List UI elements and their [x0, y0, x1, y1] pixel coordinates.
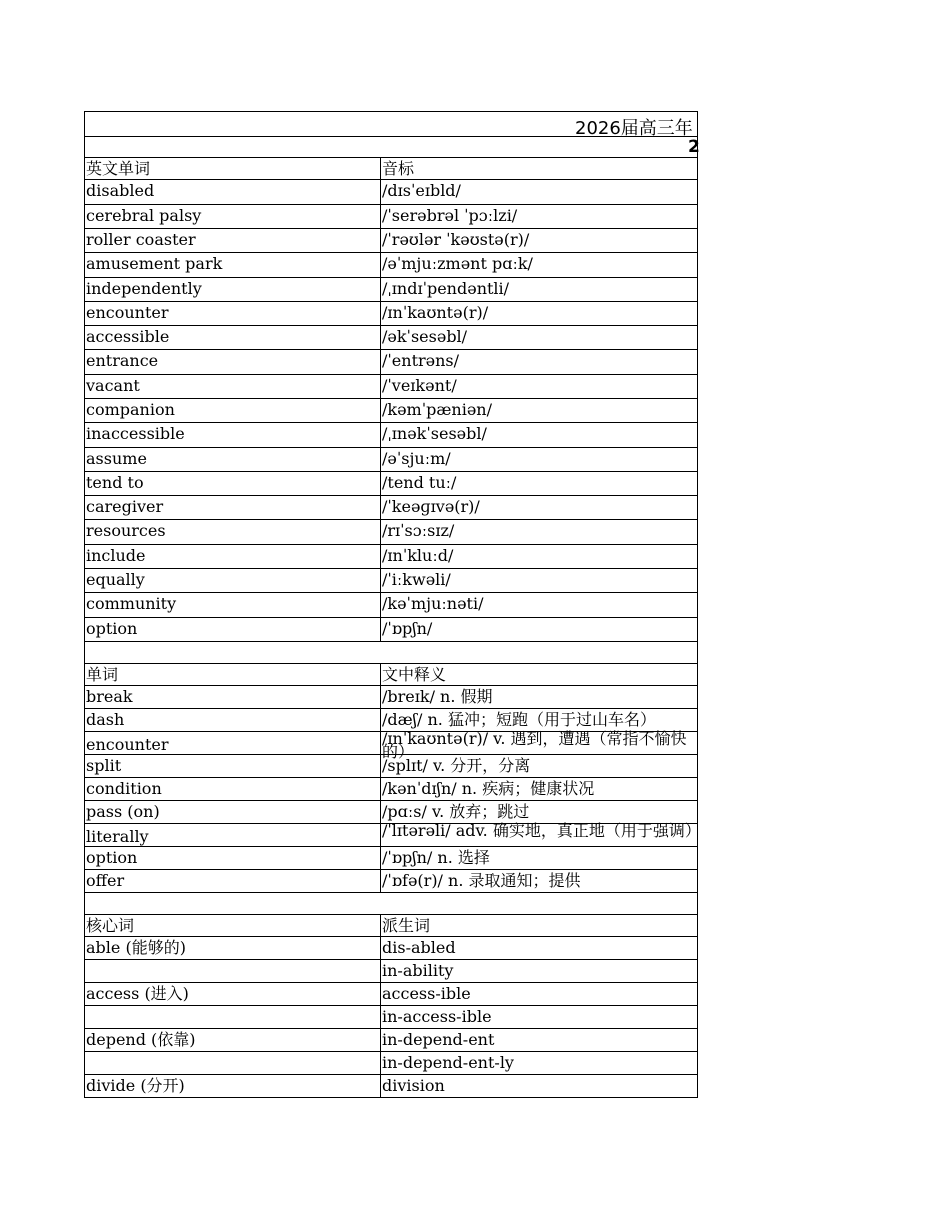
header-cell[interactable]: 单词: [85, 664, 381, 685]
table-row: [84, 937, 698, 960]
title-cell[interactable]: [84, 111, 698, 137]
table-row: [84, 448, 698, 472]
cell-col-b[interactable]: /ɪnˈkaʊntə(r)/: [382, 303, 489, 322]
cell-col-a[interactable]: community: [85, 593, 381, 617]
table-header-row: [84, 663, 698, 686]
cell-col-b[interactable]: /ˈkeəɡɪvə(r)/: [382, 497, 480, 516]
cell-col-b[interactable]: in-access-ible: [382, 1007, 492, 1026]
cell-col-b[interactable]: access-ible: [382, 984, 471, 1003]
cell-col-a[interactable]: option: [85, 847, 381, 869]
cell-col-a[interactable]: encounter: [85, 302, 381, 325]
cell-col-a[interactable]: dash: [85, 709, 381, 731]
table-row: [84, 870, 698, 893]
table-header-row: [84, 914, 698, 937]
cell-col-a[interactable]: equally: [85, 569, 381, 592]
cell-col-a[interactable]: divide (分开): [85, 1075, 381, 1097]
table-row: [84, 350, 698, 375]
cell-col-a[interactable]: tend to: [85, 472, 381, 495]
cell-col-a[interactable]: offer: [85, 870, 381, 892]
cell-col-a[interactable]: access (进入): [85, 983, 381, 1005]
table-row: [84, 1075, 698, 1098]
cell-col-b[interactable]: /əˈsjuːm/: [382, 449, 451, 468]
sheet-title: 2026届高三年: [575, 118, 693, 139]
cell-col-a[interactable]: caregiver: [85, 496, 381, 519]
cell-col-b[interactable]: /dɪsˈeɪbld/: [382, 181, 461, 200]
table-row: [84, 618, 698, 642]
cell-col-b[interactable]: /ˈentrəns/: [382, 351, 460, 370]
cell-col-b[interactable]: /ɪnˈkluːd/: [382, 546, 454, 565]
header-cell[interactable]: 派生词: [382, 916, 431, 935]
cell-col-a[interactable]: vacant: [85, 375, 381, 398]
cell-col-a[interactable]: cerebral palsy: [85, 205, 381, 228]
header-cell[interactable]: 核心词: [85, 915, 381, 936]
cell-col-b[interactable]: /ˈrəʊlər ˈkəʊstə(r)/: [382, 230, 530, 249]
table-row: [84, 569, 698, 593]
cell-col-a[interactable]: pass (on): [85, 801, 381, 823]
table-row: [84, 520, 698, 545]
table-row: [84, 375, 698, 399]
cell-col-b[interactable]: /ˈɒpʃn/: [382, 619, 433, 638]
table-row: [84, 778, 698, 801]
cell-col-a[interactable]: resources: [85, 520, 381, 544]
cell-col-a[interactable]: amusement park: [85, 253, 381, 277]
table-row: [84, 755, 698, 778]
cell-col-b[interactable]: /ˈserəbrəl ˈpɔːlzi/: [382, 206, 518, 225]
cell-col-a[interactable]: roller coaster: [85, 229, 381, 252]
cell-col-b[interactable]: /ˌɪndɪˈpendəntli/: [382, 279, 510, 298]
table-row: [84, 1029, 698, 1052]
table-row: [84, 253, 698, 278]
table-row: [84, 983, 698, 1006]
table-row: [84, 593, 698, 618]
subtitle-cell[interactable]: [84, 137, 698, 158]
table-row: [84, 821, 701, 847]
cell-col-b[interactable]: /ˌɪnəkˈsesəbl/: [382, 424, 487, 443]
table-row: [84, 960, 698, 983]
cell-col-a[interactable]: split: [85, 755, 381, 777]
cell-col-a[interactable]: [85, 960, 381, 982]
cell-col-b[interactable]: division: [382, 1076, 445, 1095]
cell-col-b[interactable]: /ɪnˈkaʊntə(r)/ v. 遇到，遭遇（常指不愉快的）: [382, 729, 687, 761]
table-row: [84, 1006, 698, 1029]
table-row: [84, 496, 698, 520]
cell-col-b[interactable]: /breɪk/ n. 假期: [382, 687, 493, 706]
cell-col-a[interactable]: assume: [85, 448, 381, 471]
cell-col-b[interactable]: in-depend-ent-ly: [382, 1053, 514, 1072]
cell-col-a[interactable]: independently: [85, 278, 381, 301]
cell-col-b[interactable]: /tend tuː/: [382, 473, 457, 492]
table-row: [84, 472, 698, 496]
cell-col-a[interactable]: [85, 1052, 381, 1074]
cell-col-b[interactable]: /əkˈsesəbl/: [382, 327, 468, 346]
cell-col-a[interactable]: companion: [85, 399, 381, 422]
spacer-row: [84, 642, 698, 663]
table-row: [84, 302, 698, 326]
cell-col-b[interactable]: /ˈiːkwəli/: [382, 570, 451, 589]
cell-col-a[interactable]: include: [85, 545, 381, 568]
table-row: [84, 545, 698, 569]
cell-col-b[interactable]: /pɑːs/ v. 放弃；跳过: [382, 802, 530, 821]
meanings-table: [84, 663, 701, 893]
cell-col-b[interactable]: in-ability: [382, 961, 454, 980]
cell-col-a[interactable]: condition: [85, 778, 381, 800]
cell-col-b[interactable]: /ˈveɪkənt/: [382, 376, 457, 395]
cell-col-a[interactable]: disabled: [85, 180, 381, 204]
cell-col-a[interactable]: inaccessible: [85, 423, 381, 447]
table-row: [84, 1052, 698, 1075]
cell-col-a[interactable]: literally: [85, 824, 381, 846]
table-row: [84, 326, 698, 350]
cell-col-b[interactable]: /splɪt/ v. 分开，分离: [382, 756, 531, 775]
table-row: [84, 205, 698, 229]
table-row: [84, 686, 698, 709]
cell-col-b[interactable]: in-depend-ent: [382, 1030, 495, 1049]
cell-col-a[interactable]: entrance: [85, 350, 381, 374]
cell-col-a[interactable]: break: [85, 686, 381, 708]
spacer-row: [84, 893, 698, 914]
table-row: [84, 229, 698, 253]
spreadsheet: [84, 111, 701, 1098]
cell-col-a[interactable]: accessible: [85, 326, 381, 349]
cell-col-a[interactable]: option: [85, 618, 381, 641]
cell-col-a[interactable]: encounter: [85, 732, 381, 754]
cell-col-b[interactable]: /ˈɒfə(r)/ n. 录取通知；提供: [382, 871, 581, 890]
header-cell[interactable]: 英文单词: [85, 158, 381, 179]
vocabulary-table: [84, 158, 698, 642]
cell-col-b[interactable]: /kənˈdɪʃn/ n. 疾病；健康状况: [382, 779, 595, 798]
table-header-row: [84, 158, 698, 180]
table-row: [84, 399, 698, 423]
cell-col-a[interactable]: [85, 1006, 381, 1028]
cell-col-b[interactable]: /ˈɒpʃn/ n. 选择: [382, 848, 490, 867]
cell-col-a[interactable]: depend (依靠): [85, 1029, 381, 1051]
table-row: [84, 423, 698, 448]
cell-col-b[interactable]: dis-abled: [382, 938, 456, 957]
cell-col-b[interactable]: /kəmˈpæniən/: [382, 400, 492, 419]
table-row: [84, 278, 698, 302]
table-row: [84, 729, 698, 761]
derivatives-table: [84, 914, 698, 1098]
table-row: [84, 180, 698, 205]
cell-col-b[interactable]: /əˈmjuːzmənt pɑːk/: [382, 254, 533, 273]
cell-col-b[interactable]: /kəˈmjuːnəti/: [382, 594, 484, 613]
sheet-subtitle: 2: [688, 137, 700, 157]
table-row: [84, 847, 698, 870]
cell-col-b[interactable]: /dæʃ/ n. 猛冲；短跑（用于过山车名）: [382, 710, 656, 729]
cell-col-b[interactable]: /rɪˈsɔːsɪz/: [382, 521, 455, 540]
header-cell[interactable]: 音标: [382, 159, 415, 178]
cell-col-b[interactable]: /ˈlɪtərəli/ adv. 确实地，真正地（用于强调）: [382, 821, 701, 840]
header-cell[interactable]: 文中释义: [382, 665, 447, 684]
cell-col-a[interactable]: able (能够的): [85, 937, 381, 959]
